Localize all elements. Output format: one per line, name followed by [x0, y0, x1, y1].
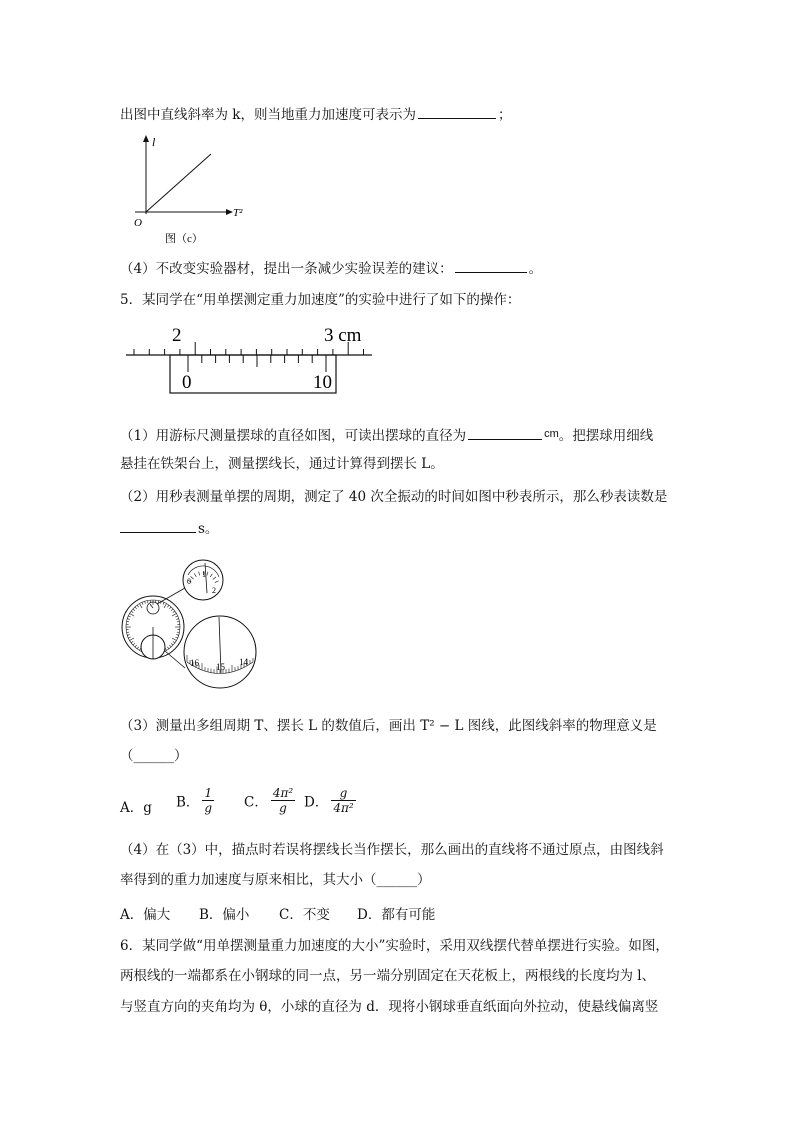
y-axis-arrow	[143, 135, 149, 142]
q5-p4-option-d: D．都有可能	[357, 907, 436, 923]
fraction-den: g	[279, 801, 287, 815]
stopwatch-figure	[115, 555, 265, 695]
q5-p4-option-a: A．偏大	[120, 907, 171, 923]
x-label: T²	[233, 207, 243, 219]
q5-p1-line1	[120, 424, 653, 446]
vernier-body	[170, 355, 336, 393]
q5-p4-line2: 率得到的重力加速度与原来相比，其大小（______）	[120, 872, 431, 888]
q4-sub4	[120, 258, 542, 279]
vernier-scale-ticks	[188, 355, 326, 372]
answer-blank	[468, 425, 542, 440]
q4-sub4-end: 。	[528, 261, 543, 277]
q5-p4-option-b: B．偏小	[199, 907, 250, 923]
graph-caption: 图（c）	[165, 233, 203, 245]
origin-label: O	[134, 217, 142, 229]
fraction-num: 1	[202, 786, 214, 801]
q6-line3: 与竖直方向的夹角均为 θ，小球的直径为 d．现将小钢球垂直纸面向外拉动，使悬线偏离竖	[120, 999, 659, 1015]
q5-p3-option-c	[244, 786, 298, 815]
q5-p2-line1: （2）用秒表测量单摆的周期，测定了 40 次全振动的时间如图中秒表所示，那么秒表读数是	[120, 489, 668, 505]
q5-p2-unit: s。	[198, 521, 219, 537]
q5-p3-option-d	[304, 786, 359, 815]
x-axis-arrow	[226, 209, 233, 215]
magnifier-leader-bottom	[165, 651, 185, 668]
q4-line1	[120, 104, 511, 125]
y-label: l	[152, 135, 156, 149]
q5-p3-option-b	[176, 786, 217, 815]
answer-blank	[418, 104, 496, 119]
answer-blank	[120, 518, 196, 533]
unit-cm: cm	[544, 428, 559, 440]
q4-sub4-text: （4）不改变实验器材，提出一条减少实验误差的建议：	[120, 261, 453, 277]
minute-label-0: 0	[187, 577, 191, 586]
fraction-g-over-4pi2	[331, 786, 355, 815]
answer-blank	[455, 258, 527, 273]
vernier-label-left: 0	[182, 372, 192, 393]
main-label-right: 3 cm	[324, 325, 362, 346]
seconds-label-15: 15	[216, 662, 225, 672]
fraction-den: g	[204, 801, 213, 815]
q5-p3-line2: （______）	[120, 748, 188, 764]
main-label-left: 2	[172, 325, 182, 346]
q5-p1-line2: 悬挂在铁架台上，测量摆线长，通过计算得到摆长 L。	[120, 456, 444, 472]
q5-p2-line2	[120, 518, 218, 539]
q6-line2: 两根线的一端都系在小钢球的同一点，另一端分别固定在天花板上，两根线的长度均为 l、	[120, 968, 656, 984]
vernier-caliper	[120, 322, 380, 402]
q5-p1-text: （1）用游标尺测量摆球的直径如图，可读出摆球的直径为	[120, 428, 467, 444]
fraction-num: 4π²	[272, 786, 294, 800]
l-vs-t2-graph	[125, 132, 255, 250]
q6-line1: 6．某同学做“用单摆测量重力加速度的大小”实验时，采用双线摆代替单摆进行实验。如图，	[120, 938, 669, 954]
fraction-den: 4π²	[333, 801, 354, 815]
q5-intro: 5．某同学在“用单摆测定重力加速度”的实验中进行了如下的操作：	[120, 292, 521, 308]
q5-p3-line1: （3）测量出多组周期 T、摆长 L 的数值后，画出 T² − L 图线，此图线斜率的物理意义是	[120, 718, 657, 734]
vernier-label-right: 10	[313, 372, 332, 393]
seconds-label-14: 14	[239, 657, 248, 667]
minute-label-2: 2	[212, 586, 216, 595]
fraction-1-over-g	[202, 786, 214, 815]
option-b-label: B．	[176, 794, 200, 811]
q5-p4-line1: （4）在（3）中，描点时若误将摆线长当作摆长，那么画出的直线将不通过原点，由图线斜	[120, 842, 664, 858]
option-d-label: D．	[304, 794, 329, 811]
q4-line1-text: 出图中直线斜率为 k，则当地重力加速度可表示为	[120, 107, 416, 123]
fraction-num: g	[331, 786, 355, 801]
fit-line	[146, 154, 211, 212]
q5-p4-option-c: C．不变	[279, 907, 330, 923]
q4-line1-end: ；	[497, 107, 512, 123]
q5-p1-text-2: 。把摆球用细线	[558, 428, 654, 444]
option-c-label: C．	[244, 794, 268, 811]
q5-p3-option-a: A．g	[120, 800, 152, 816]
minute-label-1: 1	[202, 570, 206, 579]
seconds-label-16: 16	[190, 658, 199, 668]
fraction-4pi2-over-g	[271, 786, 295, 815]
